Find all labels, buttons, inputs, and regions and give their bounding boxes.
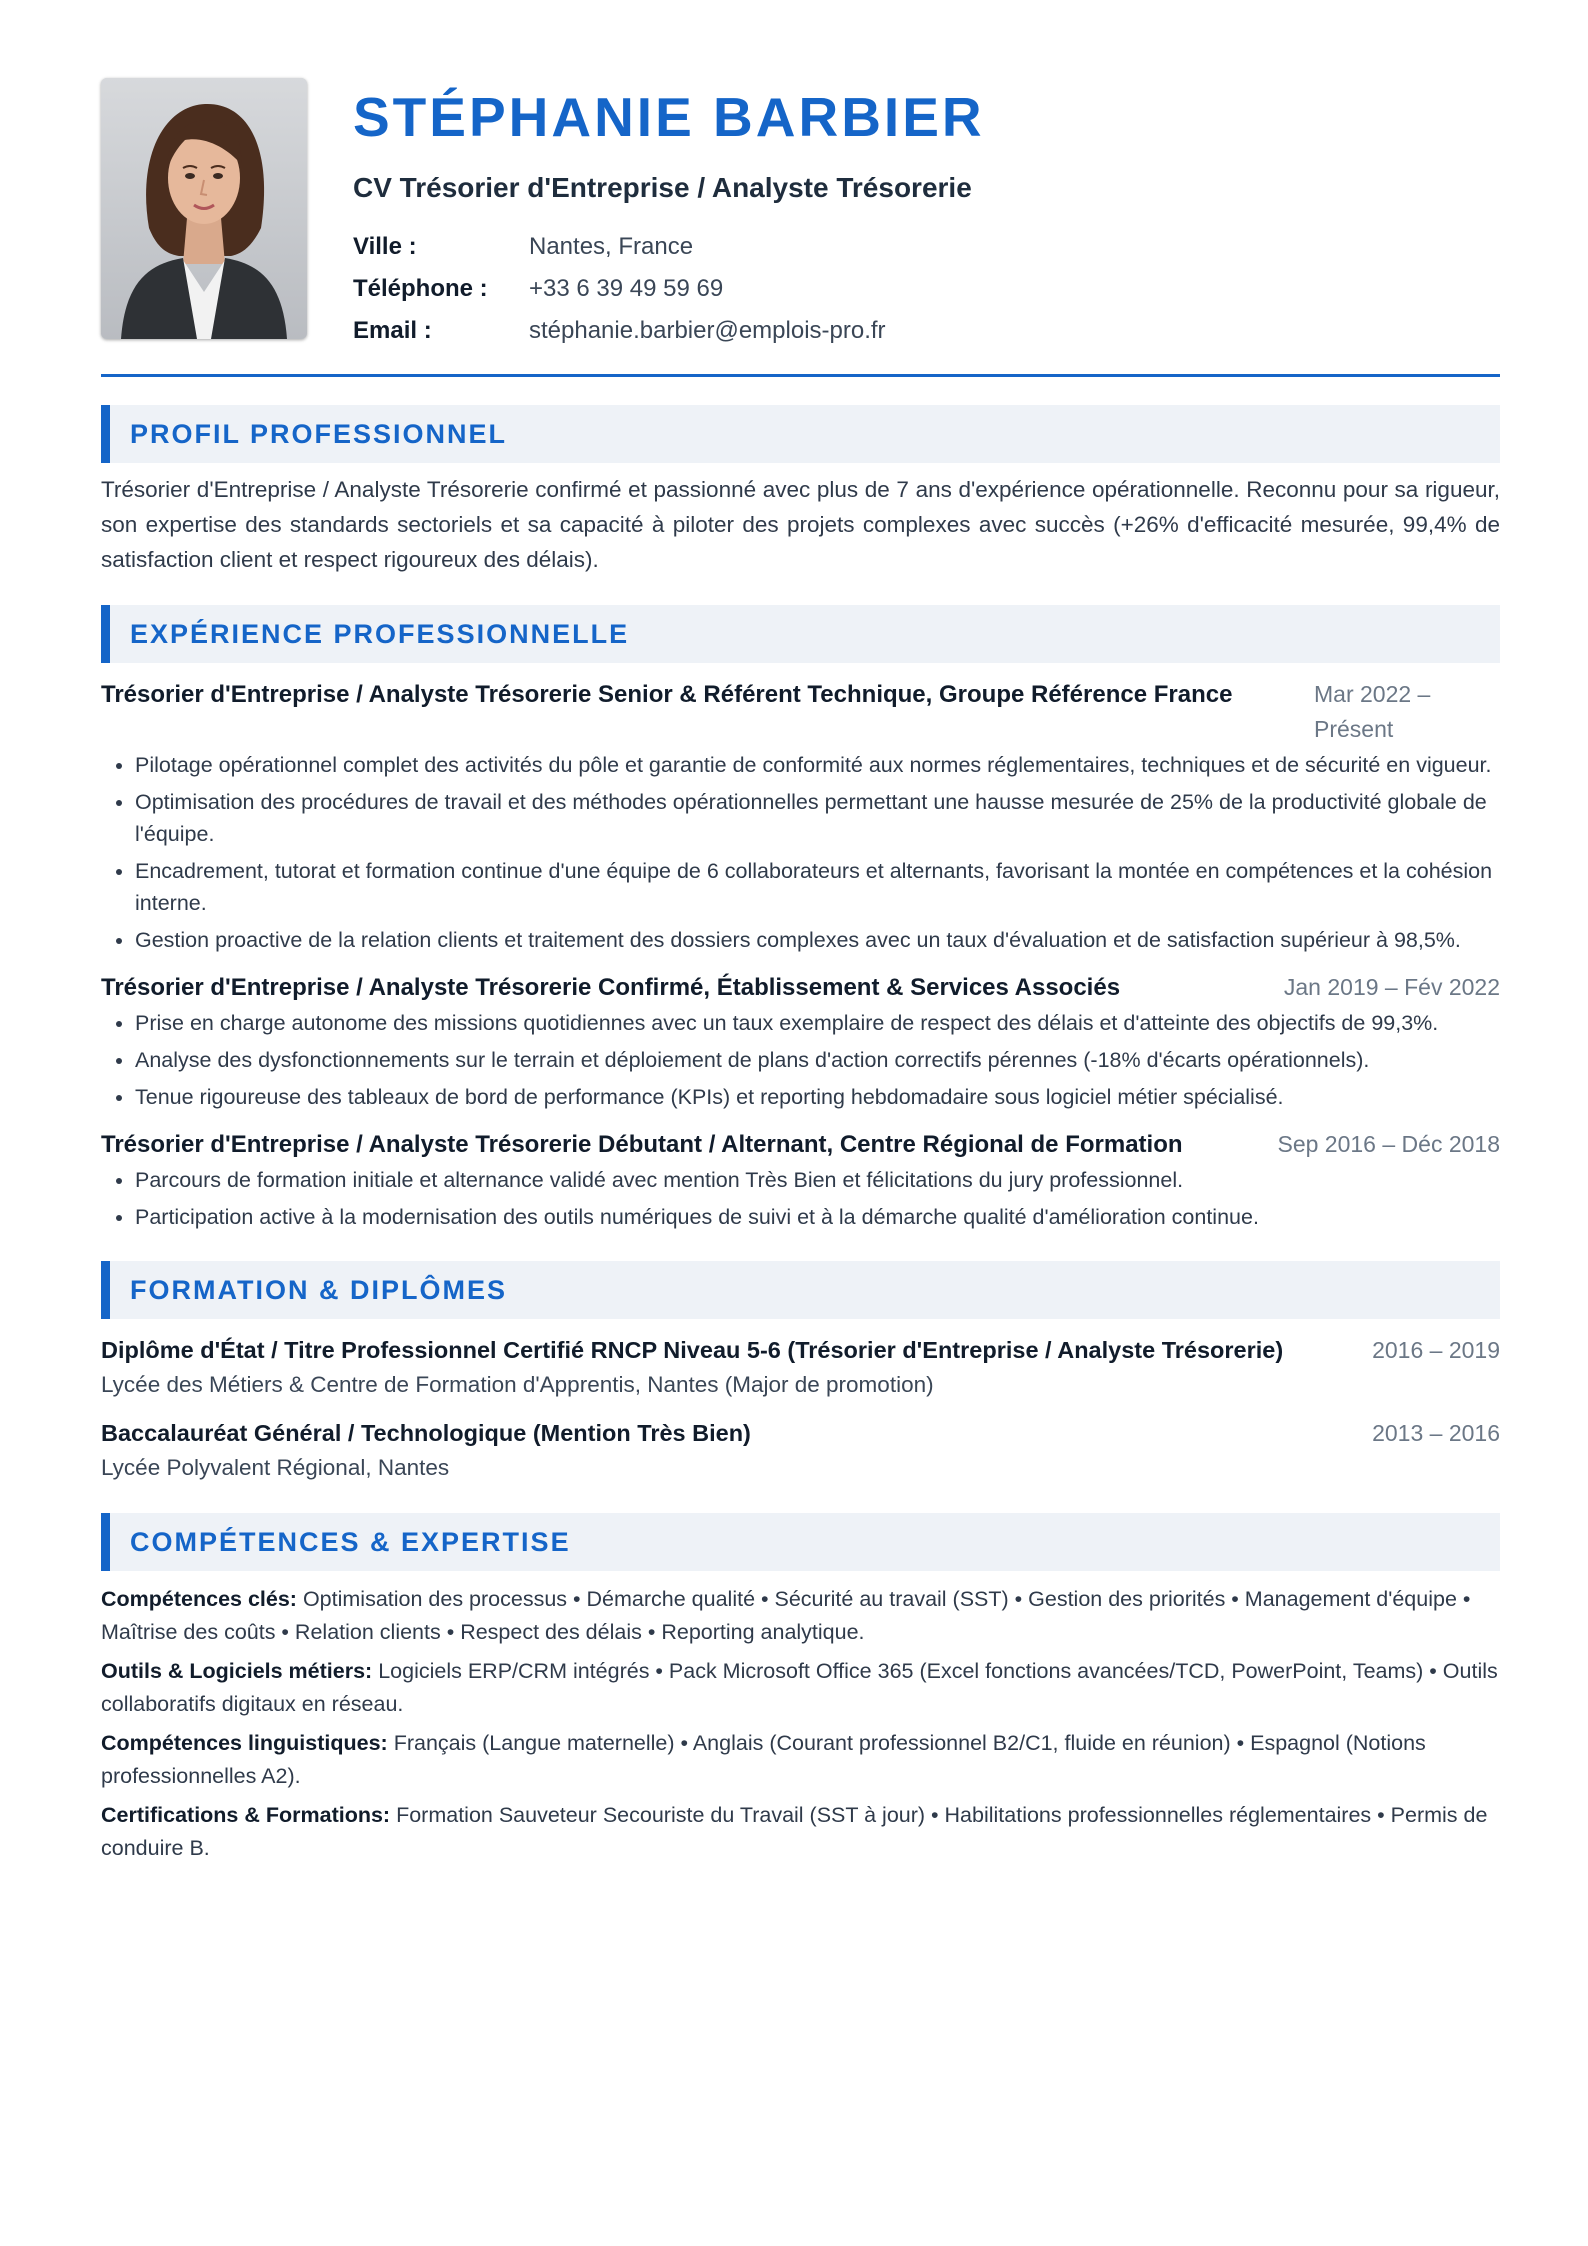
job-bullet: • Pilotage opérationnel complet des activités du pôle et garantie de conformité aux normes réglementaires, techniques et de sécurité en vigueur. — [135, 749, 1500, 781]
email-value[interactable]: stéphanie.barbier@emplois-pro.fr — [529, 317, 886, 344]
contact-label: Ville : — [353, 233, 417, 260]
section-title: FORMATION & DIPLÔMES — [130, 1274, 507, 1305]
contact-label: Email : — [353, 317, 432, 344]
profile-text: Trésorier d'Entreprise / Analyste Trésorerie confirmé et passionné avec plus de 7 ans d'expérience opérationnelle. Reconnu pour sa rigueur, son expertise des standards sectoriels et sa capacité à piloter des projets complexes avec succès (+26% d'efficacité mesurée, 99,4% de satisfaction client et respect rigoureux des délais). — [101, 477, 1500, 572]
section-header-education — [101, 1261, 1500, 1319]
job-bullet: • Tenue rigoureuse des tableaux de bord de performance (KPIs) et reporting hebdomadaire sous logiciel métier spécialisé. — [135, 1081, 1500, 1113]
job-bullet: • Prise en charge autonome des missions quotidiennes avec un taux exemplaire de respect des délais et d'atteinte des objectifs de 99,3%. — [135, 1007, 1500, 1039]
skill-text: Logiciels ERP/CRM intégrés • Pack Microsoft Office 365 (Excel fonctions avancées/TCD, PowerPoint, Teams) • Outils collaboratifs digitaux en réseau. — [101, 1659, 1498, 1716]
contact-row-city — [353, 226, 985, 268]
profile-photo — [101, 78, 307, 339]
job-bullets — [101, 1164, 1500, 1233]
school-name: Lycée des Métiers & Centre de Formation d'Apprentis, Nantes (Major de promotion) — [101, 1372, 934, 1397]
job-title: Trésorier d'Entreprise / Analyste Trésorerie Senior & Référent Technique, Groupe Référence France — [101, 681, 1233, 708]
contact-row-phone — [353, 268, 985, 310]
job-bullet: • Gestion proactive de la relation clients et traitement des dossiers complexes avec un taux d'évaluation et de satisfaction supérieur à 98,5%. — [135, 924, 1500, 956]
experience-entry — [101, 970, 1500, 1113]
city-value: Nantes, France — [529, 233, 694, 260]
job-dates: Sep 2016 – Déc 2018 — [1277, 1131, 1500, 1157]
candidate-name: STÉPHANIE BARBIER — [353, 86, 985, 148]
job-title: Trésorier d'Entreprise / Analyste Trésorerie Débutant / Alternant, Centre Régional de Formation — [101, 1131, 1183, 1158]
degree-name: Baccalauréat Général / Technologique (Mention Très Bien) — [101, 1420, 751, 1446]
experience-entry-header — [101, 970, 1500, 1005]
header-divider — [101, 374, 1500, 377]
section-title: PROFIL PROFESSIONNEL — [130, 418, 508, 449]
section-title: EXPÉRIENCE PROFESSIONNELLE — [130, 618, 630, 649]
degree-dates: 2013 – 2016 — [1372, 1420, 1500, 1446]
education-entry-header — [101, 1416, 1500, 1451]
job-bullet: • Optimisation des procédures de travail et des méthodes opérationnelles permettant une hausse mesurée de 25% de la productivité globale de l'équipe. — [135, 786, 1500, 850]
section-header-skills — [101, 1513, 1500, 1571]
job-dates: Mar 2022 – Présent — [1314, 681, 1431, 742]
education-entry-header — [101, 1333, 1500, 1368]
skill-label: Compétences linguistiques: — [101, 1731, 388, 1755]
contact-block — [353, 226, 985, 352]
job-bullets — [101, 749, 1500, 956]
phone-value[interactable]: +33 6 39 49 59 69 — [529, 275, 724, 302]
skill-line — [101, 1655, 1500, 1721]
contact-row-email — [353, 310, 985, 352]
degree-name: Diplôme d'État / Titre Professionnel Certifié RNCP Niveau 5-6 (Trésorier d'Entreprise / Analyste Trésorerie) — [101, 1337, 1284, 1363]
experience-entry-header — [101, 677, 1500, 747]
skill-text: Formation Sauveteur Secouriste du Travail (SST à jour) • Habilitations professionnelles réglementaires • Permis de conduire B. — [101, 1803, 1488, 1860]
section-title: COMPÉTENCES & EXPERTISE — [130, 1526, 571, 1557]
skill-line — [101, 1727, 1500, 1793]
skills-list — [101, 1583, 1500, 1865]
education-entry — [101, 1416, 1500, 1485]
skill-text: Optimisation des processus • Démarche qualité • Sécurité au travail (SST) • Gestion des priorités • Management d'équipe • Maîtrise des coûts • Relation clients • Respect des délais • Reporting analytique. — [101, 1587, 1471, 1644]
skill-label: Compétences clés: — [101, 1587, 297, 1611]
section-header-experience — [101, 605, 1500, 663]
cv-job-title: CV Trésorier d'Entreprise / Analyste Trésorerie — [353, 172, 972, 203]
skill-label: Certifications & Formations: — [101, 1803, 391, 1827]
header-info — [353, 78, 985, 352]
portrait-image — [101, 78, 307, 339]
job-bullet: • Parcours de formation initiale et alternance validé avec mention Très Bien et félicitations du jury professionnel. — [135, 1164, 1500, 1196]
job-bullet: • Participation active à la modernisation des outils numériques de suivi et à la démarche qualité d'amélioration continue. — [135, 1201, 1500, 1233]
experience-entry — [101, 1127, 1500, 1233]
education-entry — [101, 1333, 1500, 1402]
contact-label: Téléphone : — [353, 275, 488, 302]
cv-header — [101, 78, 1500, 352]
skill-line — [101, 1799, 1500, 1865]
job-bullets — [101, 1007, 1500, 1113]
experience-entry-header — [101, 1127, 1500, 1162]
job-dates: Jan 2019 – Fév 2022 — [1283, 974, 1500, 1000]
skill-text: Français (Langue maternelle) • Anglais (Courant professionnel B2/C1, fluide en réunion) • Espagnol (Notions professionnelles A2). — [101, 1731, 1426, 1788]
job-bullet: • Encadrement, tutorat et formation continue d'une équipe de 6 collaborateurs et alternants, favorisant la montée en compétences et la cohésion interne. — [135, 855, 1500, 919]
school-name: Lycée Polyvalent Régional, Nantes — [101, 1455, 450, 1480]
section-header-profile — [101, 405, 1500, 463]
job-bullet: • Analyse des dysfonctionnements sur le terrain et déploiement de plans d'action correctifs pérennes (-18% d'écarts opérationnels). — [135, 1044, 1500, 1076]
job-title: Trésorier d'Entreprise / Analyste Trésorerie Confirmé, Établissement & Services Associés — [101, 974, 1121, 1001]
degree-dates: 2016 – 2019 — [1372, 1337, 1500, 1363]
skill-label: Outils & Logiciels métiers: — [101, 1659, 373, 1683]
experience-entry — [101, 677, 1500, 956]
skill-line — [101, 1583, 1500, 1649]
